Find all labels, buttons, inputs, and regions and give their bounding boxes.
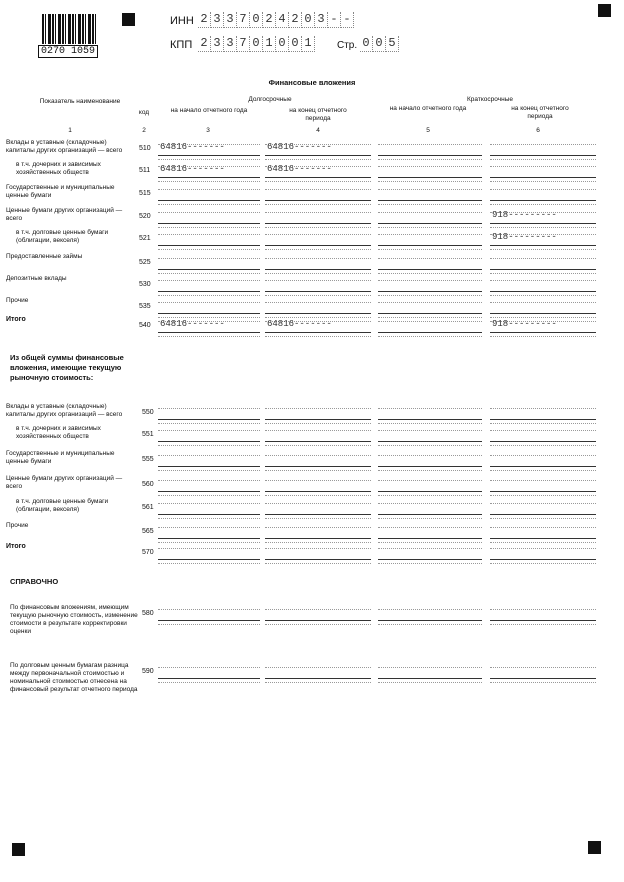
value-cell-col5[interactable]	[378, 277, 482, 292]
value-cell-col4[interactable]	[265, 500, 371, 515]
pg-digit-cell: 5	[386, 36, 399, 52]
value-cell-col3[interactable]	[158, 318, 260, 333]
value-cell-col4[interactable]	[265, 255, 371, 270]
value-cell-col4[interactable]	[265, 209, 371, 224]
col5-number: 5	[426, 127, 430, 134]
group-long-header: Долгосрочные	[248, 96, 292, 103]
col6-number: 6	[536, 127, 540, 134]
value-cell-col3[interactable]	[158, 545, 260, 560]
cell-value: 64816-------	[160, 164, 225, 174]
row-code: 540	[139, 322, 151, 329]
corner-marker-bottom-right	[588, 841, 601, 854]
value-cell-col6[interactable]	[490, 606, 596, 621]
row-code: 521	[139, 235, 151, 242]
kpp-digit-cell: 7	[237, 36, 250, 52]
col3-header: на начало отчетного года	[170, 107, 248, 114]
value-cell-col5[interactable]	[378, 664, 482, 679]
value-cell-col6[interactable]	[490, 477, 596, 492]
value-cell-col4[interactable]	[265, 545, 371, 560]
kpp-digit-cell: 2	[198, 36, 211, 52]
value-cell-col5[interactable]	[378, 255, 482, 270]
value-cell-col3[interactable]	[158, 231, 260, 246]
value-cell-col6[interactable]	[490, 141, 596, 156]
value-cell-col6[interactable]	[490, 545, 596, 560]
row-code: 530	[139, 281, 151, 288]
row-code: 515	[139, 190, 151, 197]
row-code: 510	[139, 145, 151, 152]
inn-digit-cell: 3	[211, 12, 224, 28]
corner-marker-bottom-left	[12, 843, 25, 856]
value-cell-col3[interactable]	[158, 477, 260, 492]
row-label: в т.ч. долговые ценные бумаги (облигации, векселя)	[16, 498, 109, 513]
cell-value: 64816-------	[160, 319, 225, 329]
col4-number: 4	[316, 127, 320, 134]
value-cell-col3[interactable]	[158, 500, 260, 515]
value-cell-col6[interactable]	[490, 231, 596, 246]
row-label: в т.ч. дочерних и зависимых хозяйственных обществ	[16, 425, 101, 440]
row-label: Прочие	[6, 297, 29, 304]
value-cell-col6[interactable]	[490, 255, 596, 270]
row-code: 561	[142, 504, 154, 511]
value-cell-col4[interactable]	[265, 299, 371, 314]
row-label: Вклады в уставные (складочные) капиталы других организаций — всего	[6, 403, 123, 418]
cell-value: 918---------	[492, 232, 557, 242]
row-label: По финансовым вложениям, имеющим текущую рыночную стоимость, изменение стоимости в результате корректировки оценки	[10, 604, 138, 635]
kpp-digit-cell: 0	[276, 36, 289, 52]
inn-digit-cell: 7	[237, 12, 250, 28]
page-digits	[360, 36, 399, 52]
row-code: 520	[139, 213, 151, 220]
inn-digit-cell: -	[341, 12, 354, 28]
value-cell-col6[interactable]	[490, 277, 596, 292]
value-cell-col3[interactable]	[158, 452, 260, 467]
value-cell-col4[interactable]	[265, 664, 371, 679]
row-label: Итого	[6, 543, 26, 550]
value-cell-col3[interactable]	[158, 163, 260, 178]
value-cell-col5[interactable]	[378, 299, 482, 314]
value-cell-col3[interactable]	[158, 255, 260, 270]
value-cell-col5[interactable]	[378, 452, 482, 467]
value-cell-col4[interactable]	[265, 405, 371, 420]
value-cell-col5[interactable]	[378, 141, 482, 156]
row-label: Депозитные вклады	[6, 275, 67, 282]
row-code: 535	[139, 303, 151, 310]
kpp-digit-cell: 3	[224, 36, 237, 52]
row-label: По долговым ценным бумагам разница между первоначальной стоимостью и номинальной стоимостью отнесена на финансовый результат отчетного периода	[10, 662, 138, 693]
group-short-header: Краткосрочные	[467, 96, 513, 103]
value-cell-col4[interactable]	[265, 277, 371, 292]
value-cell-col4[interactable]	[265, 452, 371, 467]
col2-number: 2	[142, 127, 146, 134]
row-code: 570	[142, 549, 154, 556]
cell-value: 918---------	[492, 210, 557, 220]
row-code: 590	[142, 668, 154, 675]
row-code: 555	[142, 456, 154, 463]
page-label: Стр.	[337, 40, 358, 51]
value-cell-col3[interactable]	[158, 141, 260, 156]
col4-header: на конец отчетного периода	[289, 107, 347, 122]
value-cell-col6[interactable]	[490, 186, 596, 201]
value-cell-col6[interactable]	[490, 500, 596, 515]
inn-digit-cell: -	[328, 12, 341, 28]
kpp-digit-cell: 1	[302, 36, 315, 52]
value-cell-col4[interactable]	[265, 524, 371, 539]
value-cell-col6[interactable]	[490, 209, 596, 224]
row-label: Прочие	[6, 522, 29, 529]
value-cell-col6[interactable]	[490, 427, 596, 442]
row-label: в т.ч. долговые ценные бумаги (облигации, векселя)	[16, 229, 109, 244]
value-cell-col4[interactable]	[265, 427, 371, 442]
kpp-digit-cell: 0	[289, 36, 302, 52]
row-code: 560	[142, 481, 154, 488]
value-cell-col4[interactable]	[265, 477, 371, 492]
row-label: Государственные и муниципальные ценные бумаги	[6, 184, 115, 199]
value-cell-col5[interactable]	[378, 524, 482, 539]
pg-digit-cell: 0	[360, 36, 373, 52]
inn-digit-cell: 3	[315, 12, 328, 28]
table-title: Финансовые вложения	[268, 78, 356, 87]
inn-digit-cell: 4	[276, 12, 289, 28]
value-cell-col3[interactable]	[158, 277, 260, 292]
value-cell-col4[interactable]	[265, 606, 371, 621]
row-code: 580	[142, 610, 154, 617]
col-code-header: код	[138, 109, 150, 116]
cell-value: 64816-------	[267, 164, 332, 174]
barcode-graphic	[42, 14, 96, 44]
col6-header: на конец отчетного периода	[511, 105, 569, 120]
row-code: 525	[139, 259, 151, 266]
col1-number: 1	[68, 127, 72, 134]
value-cell-col5[interactable]	[378, 545, 482, 560]
kpp-digit-cell: 1	[263, 36, 276, 52]
value-cell-col5[interactable]	[378, 500, 482, 515]
inn-label: ИНН	[170, 15, 194, 27]
col-indicator-header: Показатель наименование	[39, 98, 121, 105]
row-code: 550	[142, 409, 154, 416]
value-cell-col3[interactable]	[158, 524, 260, 539]
row-label: Ценные бумаги других организаций — всего	[6, 475, 123, 490]
corner-marker-top-left	[122, 13, 135, 26]
section-market-value-heading: Из общей суммы финансовые вложения, имеющие текущую рыночную стоимость:	[10, 353, 124, 382]
value-cell-col5[interactable]	[378, 427, 482, 442]
kpp-digit-cell: 0	[250, 36, 263, 52]
corner-marker-top-right	[598, 4, 611, 17]
row-label: Ценные бумаги других организаций — всего	[6, 207, 123, 222]
value-cell-col3[interactable]	[158, 405, 260, 420]
kpp-digit-cell: 3	[211, 36, 224, 52]
row-label: Предоставленные займы	[6, 253, 83, 260]
row-label: Государственные и муниципальные ценные бумаги	[6, 450, 115, 465]
value-cell-col6[interactable]	[490, 524, 596, 539]
cell-value: 918---------	[492, 319, 557, 329]
value-cell-col3[interactable]	[158, 186, 260, 201]
value-cell-col6[interactable]	[490, 405, 596, 420]
inn-digit-cell: 2	[198, 12, 211, 28]
value-cell-col4[interactable]	[265, 231, 371, 246]
value-cell-col6[interactable]	[490, 452, 596, 467]
col3-number: 3	[206, 127, 210, 134]
pg-digit-cell: 0	[373, 36, 386, 52]
inn-digit-cell: 3	[224, 12, 237, 28]
value-cell-col3[interactable]	[158, 664, 260, 679]
value-cell-col6[interactable]	[490, 664, 596, 679]
section-reference-heading: СПРАВОЧНО	[10, 577, 59, 586]
value-cell-col6[interactable]	[490, 299, 596, 314]
col5-header: на начало отчетного года	[389, 105, 467, 112]
value-cell-col4[interactable]	[265, 163, 371, 178]
inn-digit-cell: 2	[289, 12, 302, 28]
value-cell-col6[interactable]	[490, 318, 596, 333]
value-cell-col5[interactable]	[378, 477, 482, 492]
value-cell-col4[interactable]	[265, 141, 371, 156]
inn-digit-cell: 0	[250, 12, 263, 28]
value-cell-col5[interactable]	[378, 163, 482, 178]
value-cell-col6[interactable]	[490, 163, 596, 178]
value-cell-col3[interactable]	[158, 299, 260, 314]
value-cell-col5[interactable]	[378, 606, 482, 621]
value-cell-col4[interactable]	[265, 318, 371, 333]
row-code: 551	[142, 431, 154, 438]
inn-digits	[198, 12, 354, 28]
row-label: Итого	[6, 316, 26, 323]
cell-value: 64816-------	[267, 142, 332, 152]
value-cell-col5[interactable]	[378, 318, 482, 333]
value-cell-col5[interactable]	[378, 186, 482, 201]
value-cell-col3[interactable]	[158, 209, 260, 224]
value-cell-col3[interactable]	[158, 606, 260, 621]
kpp-digits	[198, 36, 315, 52]
value-cell-col5[interactable]	[378, 209, 482, 224]
inn-digit-cell: 0	[302, 12, 315, 28]
value-cell-col3[interactable]	[158, 427, 260, 442]
value-cell-col5[interactable]	[378, 405, 482, 420]
cell-value: 64816-------	[267, 319, 332, 329]
row-code: 565	[142, 528, 154, 535]
inn-digit-cell: 2	[263, 12, 276, 28]
row-label: в т.ч. дочерних и зависимых хозяйственных обществ	[16, 161, 101, 176]
row-label: Вклады в уставные (складочные) капиталы других организаций — всего	[6, 139, 123, 154]
kpp-label: КПП	[170, 39, 193, 51]
row-code: 511	[139, 167, 151, 174]
barcode-number: 0270 1059	[38, 45, 98, 58]
value-cell-col5[interactable]	[378, 231, 482, 246]
value-cell-col4[interactable]	[265, 186, 371, 201]
cell-value: 64816-------	[160, 142, 225, 152]
